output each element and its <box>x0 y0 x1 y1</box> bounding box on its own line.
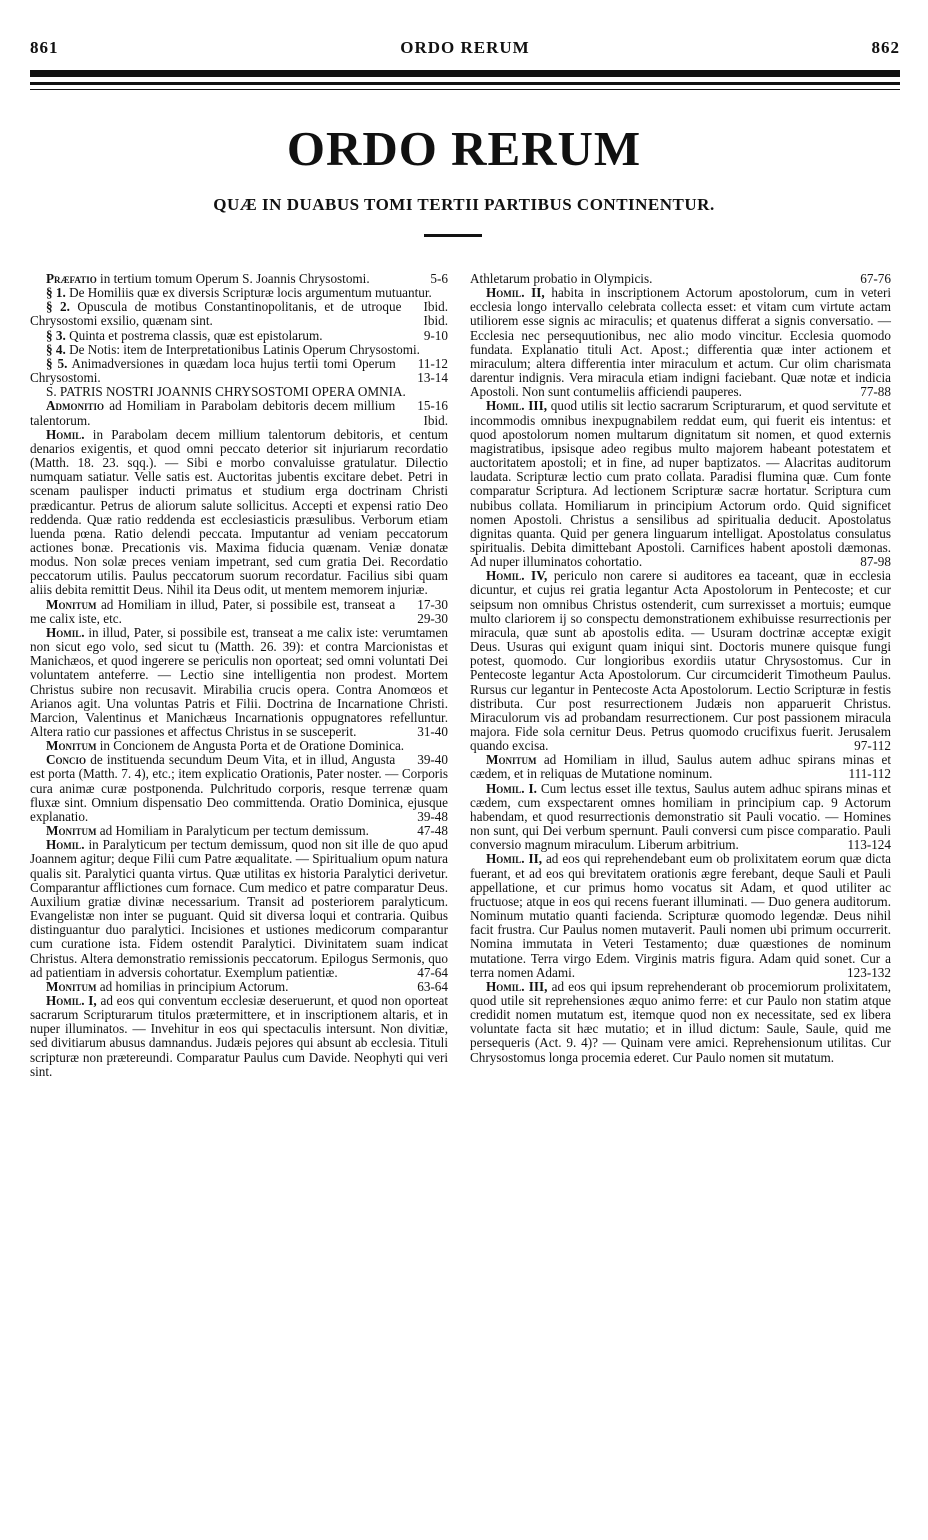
entry-page-range: 47-48 <box>417 823 448 839</box>
entry-lead: Homil. III, <box>486 978 548 994</box>
toc-entry <box>470 980 891 1065</box>
page-title: ORDO RERUM <box>286 121 642 176</box>
entry-lead: Homil. IV, <box>486 568 548 584</box>
entry-lead: § 4. <box>46 341 66 357</box>
entry-page-range: 123-132 <box>847 964 891 980</box>
entry-text: Opuscula de motibus Constantinopolitanis, et de utroque Chrysostomi exsilio, quænam sint. <box>30 299 402 329</box>
entry-text: ad homilias in principium Actorum. <box>99 978 289 994</box>
running-title: ORDO RERUM <box>400 38 530 57</box>
entry-page-range: 17-30 <box>417 596 448 612</box>
left-page-number: 861 <box>30 38 59 57</box>
entry-page-range: 47-64 <box>417 964 448 980</box>
toc-entry <box>470 753 891 781</box>
entry-text: ad Homiliam in Parabolam debitoris decem millium talentorum. <box>30 398 396 428</box>
toc-entry <box>30 838 448 980</box>
entry-page-range: 39-40 <box>417 752 448 768</box>
entry-lead: Homil. I, <box>46 992 97 1008</box>
toc-entry <box>470 399 891 569</box>
entry-text: ad eos qui conventum ecclesiæ deseruerunt, et quod non oporteat sacrarum Scripturarum titulos prætermittere, et in inscriptionem altaris, et in nuper illuminatos. — Invehitur in eos qui spectaculis intersunt. Non divitiæ, sed divitiarum abusus damnandus. Judæis pejores qui absunt ab ecclesia. Tituli scripturæ non prætereundi. Comparatur Paulus cum Davide. Neophyti qui veri sint. <box>30 992 449 1079</box>
entry-text: Animadversiones in quædam loca hujus tertii tomi Operum Chrysostomi. <box>30 355 396 386</box>
entry-text: habita in inscriptionem Actorum apostolorum, cum in veteri ecclesia longo intervallo celebrata collecta esset: et vitam cum virtute actam utiliorem esse signis ac miraculis; et quatenus differat a signis conversatio. — Ecclesia nec persequutionibus, nec alio modo vincitur. Ecclesia quomodo fundata. Explanatio tituli Act. Apost.; differentia quæ inter actionem et miraculum; altera differentia inter miraculum et actum. Cur olim charismata darentur indignis. Vera miracula etiam indigni faciebant. Quæ notæ et indicia Apostoli. Non sunt contumeliis afficiendi pauperes. <box>470 285 892 400</box>
toc-entry <box>30 357 448 385</box>
entry-lead: Monitum <box>486 752 537 768</box>
entry-page-range: 87-98 <box>860 554 891 570</box>
toc-entry <box>30 272 448 286</box>
entry-lead: Homil. II, <box>486 285 545 301</box>
entry-page-range: 15-16 <box>417 398 448 414</box>
toc-entry <box>30 980 448 994</box>
toc-entry <box>30 626 448 739</box>
entry-text: ad Homiliam in Paralyticum per tectum demissum. <box>99 823 369 839</box>
toc-entry <box>470 272 891 286</box>
entry-page-range: 39-48 <box>417 808 448 824</box>
entry-lead: Concio <box>46 752 87 768</box>
entry-text: Athletarum probatio in Olympicis. <box>470 271 653 286</box>
entry-text: in illud, Pater, si possibile est, transeat a me calix iste: verumtamen non sicut ego volo, sed sicut tu (Matth. 26. 39): et contra Marcionistas et Manichæos, et quod ingerere se periculis non oporteat; sed omni voluntati Dei voluntatem anteferre. — Lectio sine intelligentia non prodest. Mortem Christus subire non recusavit. Mirabilia crucis opera. Contra Anomœos et Arianos agit. Una voluntas Patris et Filii. Doctrina de Incarnatione Christi. Marcion, Valentinus et Manichæus Incarnationis oppugnatores refelluntur. Altera ratio cur passiones et affectus Christus in se susceperit. <box>30 624 449 739</box>
entry-text: Quinta et postrema classis, quæ est epistolarum. <box>69 327 323 343</box>
toc-entry <box>470 782 891 853</box>
entry-page-range: 11-12 <box>417 355 448 371</box>
entry-text: ad Homiliam in illud, Pater, si possibile est, transeat a me calix iste, etc. <box>30 596 396 626</box>
toc-entry <box>30 329 448 343</box>
entry-lead: Admonitio <box>46 398 105 414</box>
toc-entry <box>30 753 448 824</box>
entry-lead: Monitum <box>46 978 97 994</box>
entry-page-range: 97-112 <box>854 738 891 754</box>
entry-lead: Homil. <box>46 624 85 640</box>
entry-text: ad Homiliam in illud, Saulus autem adhuc spirans minas et cædem, et in reliquas de Mutatione nominum. <box>470 752 892 782</box>
entry-page-range: 9-10 <box>423 327 448 343</box>
page-subtitle: QUÆ IN DUABUS TOMI TERTII PARTIBUS CONTINENTUR. <box>213 195 715 214</box>
running-header <box>30 38 900 60</box>
entry-page-range: 63-64 <box>417 978 448 994</box>
toc-entry <box>470 852 891 979</box>
entry-text: Cum lectus esset ille textus, Saulus autem adhuc spirans minas et cædem, cum exspectarent omnes homiliam in principium cap. 9 Actorum habendam, et quod resurrectionis demonstratio sit Pauli vocatio. — Homines non sunt, qui Dei verbum spernunt. Pauli conversi cum pisce comparatio. Pauli conversio magnum miraculum. Liberum arbitrium. <box>470 780 891 853</box>
toc-entry <box>30 824 448 838</box>
entry-lead: Homil. III, <box>486 398 547 414</box>
entry-text: in Parabolam decem millium talentorum debitoris, et centum denarios exigentis, et quod omni peccato deterior sit injuriarum recordatio (Matth. 18. 23. sqq.). — Sibi e morbo convaluisse gratulatur. Dilectio numquam satiatur. Velle satis est. Auctoritas jubentis excitare debet. Petri in scenam paulisper inducti primatus et studium erga doctrinam Christi prædicantur. Petrus de aliorum salute sollicitus. Accepti et expensi ratio Deo reddenda. Quæ ratio reddenda est ecclesiasticis præsulibus. Verborum etiam luenda pœna. Ratio delendi peccata. Imputantur ad veniam peccatorum actiones bonæ. Precationis vis. Maxima fiducia quænam. Veniæ donatæ modus. Non solæ preces veniam impetrant, sed cum gratia Dei. Recordatio peccatorum utilis. Paulus peccatorum suorum recordatur. Facilius sibi quam aliis debita remittit Deus. Nihil ita Deus odit, ut mentem memorem injuriæ. <box>30 426 448 598</box>
right-page-number: 862 <box>871 38 900 57</box>
entry-text: ad eos qui ipsum reprehenderant ob procemiorum prolixitatem, quod utile sit reprehensiones æquo animo ferre: et cur Paulo non statim atque credidit nomen mutatum est, itemque quod non ex necessitate, sed ex libera voluntate facta sit hæc mutatio; et in illud dictum: Saule, Saule, quid me persequeris (Act. 9. 4)? — Quinam vere amici. Reprehensionum utilitas. Cur Chrysostomus longa procemia ederet. Cur Paulo nomen sit mutatum. <box>470 978 892 1065</box>
entry-text: De Homiliis quæ ex diversis Scripturæ locis argumentum mutuantur. <box>69 285 432 301</box>
entry-text: ad eos qui reprehendebant eum ob prolixitatem eorum quæ dicta fuerant, et ad eos qui brevitatem orationis ægre ferebant, deque Sauli et Pauli appellatione, et cur primus homo vocatus sit Adam, et quod utiliter ac fructuose; atque in eos qui recens fuerant illuminati. — Duo genera auditorum. Nominum mutatio quanti facienda. Scripturæ quomodo legendæ. Deus nihil facit frustra. Cur Paulus nomen mutaverit. Pauli nomen ubi primum occurrerit. Nomina immutata in Veteri Testamento; duæ quæstiones de nominum mutatione. Terra virgo Edem. Virginis matris figura. Adam quid sonet. Cur a terra nomen Adami. <box>470 851 891 980</box>
header-rule-hairline <box>30 89 900 90</box>
header-rule-thick <box>30 70 900 77</box>
toc-entry <box>30 300 448 328</box>
entry-text: in Paralyticum per tectum demissum, quod non sit ille de quo apud Joannem agitur; deque Filii cum Patre æqualitate. — Spiritualium opum natura qualis sit. Paralytici quanta virtus. Quæ utilitas ex historia Paralytici derivetur. Comparantur afflictiones cum fornace. Cum medico et patre comparatur Deus. Auxilium gratiæ divinæ necessarium. Transit ad posteriorem paralyticum. Evangelistæ non inter se puguant. Quid sit diversa loqui et contraria. Quibus distinguantur duo paralytici. Incisiones et ustiones medicorum comparantur cum curatione ista. Fidem ostendit Paralytici. Divinitatem suam indicat Christus. Altera demonstratio remissionis peccatorum. Epilogus Sermonis, quo ad patientiam in adversis cohortatur. Exemplum patientiæ. <box>30 837 449 980</box>
entry-page-range: 67-76 <box>860 271 891 286</box>
entry-lead: Homil. <box>46 426 85 442</box>
entry-text: de instituenda secundum Deum Vita, et in illud, Angusta est porta (Matth. 7. 4), etc.; item explicatio Orationis, Pater noster. — Corporis cura animæ curæ postponenda. Pulchritudo corporis, resque terrenæ quam fluxæ sint. Omnium dispensatio Deo committenda. Oratio Dominica, ejusque explanatio. <box>30 752 448 824</box>
toc-entry <box>30 399 448 427</box>
toc-entry <box>30 994 448 1079</box>
left-column <box>30 272 448 1079</box>
entry-lead: Monitum <box>46 596 97 612</box>
entry-page-range: 113-124 <box>847 837 891 853</box>
toc-entry <box>470 569 891 753</box>
entry-lead: Monitum <box>46 823 97 839</box>
entry-lead: § 5. <box>46 355 68 371</box>
entry-lead: Homil. II, <box>486 851 543 867</box>
entry-text: S. PATRIS NOSTRI JOANNIS CHRYSOSTOMI OPERA OMNIA. <box>46 384 406 400</box>
right-column <box>470 272 891 1065</box>
toc-entry <box>30 738 448 768</box>
entry-text: De Notis: item de Interpretationibus Latinis Operum Chrysostomi. <box>69 341 420 357</box>
entry-page-range: 31-40 <box>417 724 448 739</box>
header-rule-thin <box>30 82 900 85</box>
entry-page-range: 77-88 <box>860 384 891 400</box>
entry-text: quod utilis sit lectio sacrarum Scripturarum, et quod servitute et incommodis omnibus inexpugnabilem reddat eum, qui fuerit eis intentus: et quod apostolorum nomen multarum dignitatum sit nomen, et quod externis magistratibus, ipsisque adeo regibus multo majorem habeant potestatem et auctoritatem apostoli; et in fine, ad nuper baptizatos. — Alacritas auditorum laudata. Scripturæ lectio cum prato collata. Paradisi flumina quæ. Cum fonte comparatur Scriptura. Ad lectionem Scripturæ sacræ hortatur. Scriptura cum nubibus collata. Homiliarum in principium Actorum ordo. Quid significet nomen Apostoli. Christus a sensilibus ad spiritualia deducit. Apostolatus dignitas quanta. Quid per genera linguarum intelligat. Apostolatus consulatus spiritualis. Debita dimittebant Apostoli. Carnifices habent apostoli dæmonas. Ad nuper illuminatos cohortatio. <box>470 398 891 570</box>
toc-entry <box>470 286 891 399</box>
entry-text: periculo non carere si auditores ea taceant, quæ in ecclesia dicuntur, et cujus rei gratia legantur Acta Apostolorum in Pentecoste; et cur seipsum non omnibus Christus ostenderit, cum surrexisset a mortuis; eumque multo clariorem ij so conspectu demonstrationem exhibuisse resurrectionis per miracula, quæ sunt ab apostolis edita. — Usuram doctrinæ acceptæ exigit Deus. Usuras qui exigunt quam iniqui sint. Doctoris munere quisque fungi potest, quomodo. Cur longioribus exordiis utatur Chrysostomus. Cur in Pentecoste legantur Acta Apostolorum. Cur circumciderit Timotheum Paulus. Rursus cur legantur in Pentecoste Acta Apostolorum. Lectio Scripturæ in festis distributa. Cur post resurrectionem Judæis non apparuerit Christus. Miraculorum vis ad probandam resurrectionem. Cur post passionem miracula majora. Fide sola cernitur Deus. Petrus quomodo crucifixus fuerit. Jerusalem quando excisa. <box>470 568 892 754</box>
entry-lead: § 2. <box>46 299 70 315</box>
toc-entry <box>30 598 448 626</box>
entry-page-range: 111-112 <box>848 766 891 782</box>
entry-lead: § 1. <box>46 285 66 301</box>
title-divider <box>424 234 482 237</box>
entry-lead: § 3. <box>46 327 66 343</box>
entry-lead: Præfatio <box>46 271 97 286</box>
entry-page-range: 5-6 <box>430 271 448 286</box>
entry-page-range: 13-14 <box>417 370 448 386</box>
entry-text: in tertium tomum Operum S. Joannis Chrysostomi. <box>100 271 370 286</box>
entry-lead: Homil. <box>46 837 85 853</box>
entry-page-range: Ibid. <box>423 313 448 329</box>
entry-page-range: Ibid. <box>423 299 448 315</box>
entry-text: in Concionem de Angusta Porta et de Oratione Dominica. <box>99 738 405 754</box>
entry-lead: Homil. I. <box>486 780 537 796</box>
entry-page-range: 29-30 <box>417 610 448 626</box>
entry-page-range: Ibid. <box>423 412 448 428</box>
entry-lead: Monitum <box>46 738 97 754</box>
